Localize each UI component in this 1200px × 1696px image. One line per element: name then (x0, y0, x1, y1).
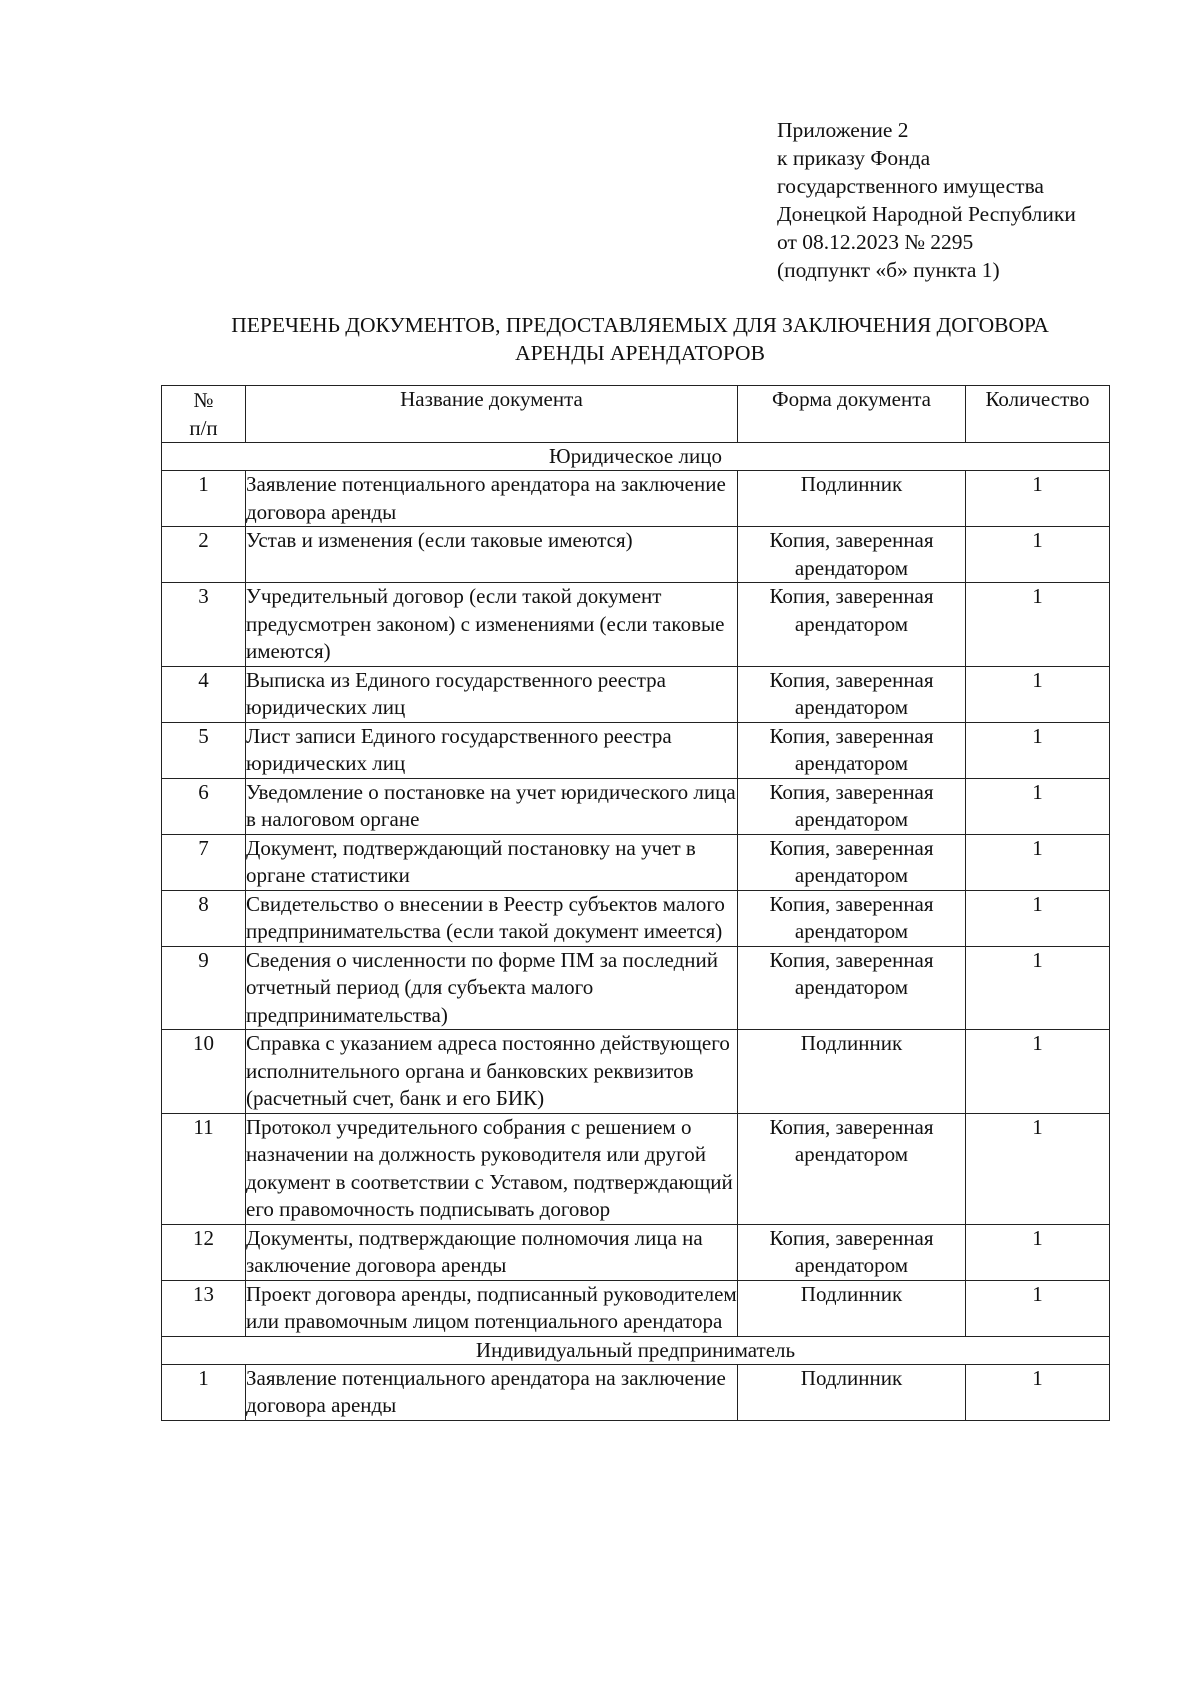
header-document-form: Форма документа (738, 386, 966, 443)
row-document-name: Уведомление о постановке на учет юридического лица в налоговом органе (246, 778, 738, 834)
appendix-line: государственного имущества (777, 174, 1044, 198)
row-document-form: Копия, заверенная арендатором (738, 834, 966, 890)
header-number-line: п/п (189, 416, 218, 440)
table-row (162, 778, 1110, 834)
section-title: Индивидуальный предприниматель (162, 1336, 1110, 1364)
row-quantity: 1 (966, 1280, 1110, 1336)
section-title: Юридическое лицо (162, 443, 1110, 471)
table-row (162, 1030, 1110, 1114)
table-body (162, 443, 1110, 1421)
row-document-name: Выписка из Единого государственного реестра юридических лиц (246, 666, 738, 722)
table-row (162, 1224, 1110, 1280)
row-number: 2 (162, 527, 246, 583)
document-title-line: АРЕНДЫ АРЕНДАТОРОВ (515, 341, 765, 365)
table-row (162, 890, 1110, 946)
appendix-line: от 08.12.2023 № 2295 (777, 230, 974, 254)
row-document-form: Копия, заверенная арендатором (738, 946, 966, 1030)
row-document-form: Подлинник (738, 1280, 966, 1336)
row-quantity: 1 (966, 778, 1110, 834)
row-document-name: Заявление потенциального арендатора на заключение договора аренды (246, 1364, 738, 1420)
row-document-name: Лист записи Единого государственного реестра юридических лиц (246, 722, 738, 778)
row-number: 3 (162, 583, 246, 667)
row-number: 8 (162, 890, 246, 946)
row-document-form: Копия, заверенная арендатором (738, 1113, 966, 1224)
table-row (162, 471, 1110, 527)
row-document-form: Копия, заверенная арендатором (738, 890, 966, 946)
appendix-line: (подпункт «б» пункта 1) (777, 258, 1000, 282)
row-document-name: Протокол учредительного собрания с решением о назначении на должность руководителя или другой документ в соответствии с Уставом, подтверждающий его правомочность подписывать договор (246, 1113, 738, 1224)
row-document-form: Копия, заверенная арендатором (738, 778, 966, 834)
table-row (162, 1364, 1110, 1420)
row-document-name: Заявление потенциального арендатора на заключение договора аренды (246, 471, 738, 527)
row-document-form: Подлинник (738, 1030, 966, 1114)
table-row (162, 722, 1110, 778)
appendix-line: Донецкой Народной Республики (777, 202, 1076, 226)
row-number: 11 (162, 1113, 246, 1224)
row-number: 4 (162, 666, 246, 722)
row-quantity: 1 (966, 583, 1110, 667)
section-row (162, 1336, 1110, 1364)
row-document-form: Копия, заверенная арендатором (738, 1224, 966, 1280)
documents-table (161, 385, 1110, 1421)
row-number: 1 (162, 1364, 246, 1420)
table-row (162, 666, 1110, 722)
document-title-line: ПЕРЕЧЕНЬ ДОКУМЕНТОВ, ПРЕДОСТАВЛЯЕМЫХ ДЛЯ ЗАКЛЮЧЕНИЯ ДОГОВОРА (231, 313, 1049, 337)
row-document-form: Подлинник (738, 471, 966, 527)
header-number-line: № (193, 388, 214, 412)
appendix-line: Приложение 2 (777, 118, 909, 142)
row-document-name: Сведения о численности по форме ПМ за последний отчетный период (для субъекта малого предпринимательства) (246, 946, 738, 1030)
row-number: 9 (162, 946, 246, 1030)
row-number: 7 (162, 834, 246, 890)
row-document-form: Копия, заверенная арендатором (738, 666, 966, 722)
row-document-name: Документы, подтверждающие полномочия лица на заключение договора аренды (246, 1224, 738, 1280)
row-document-name: Проект договора аренды, подписанный руководителем или правомочным лицом потенциального арендатора (246, 1280, 738, 1336)
row-quantity: 1 (966, 1113, 1110, 1224)
header-number (162, 386, 246, 443)
table-row (162, 527, 1110, 583)
row-document-name: Устав и изменения (если таковые имеются) (246, 527, 738, 583)
appendix-block (777, 116, 1076, 284)
row-quantity: 1 (966, 722, 1110, 778)
row-quantity: 1 (966, 834, 1110, 890)
row-document-name: Справка с указанием адреса постоянно действующего исполнительного органа и банковских реквизитов (расчетный счет, банк и его БИК) (246, 1030, 738, 1114)
row-document-name: Учредительный договор (если такой документ предусмотрен законом) с изменениями (если таковые имеются) (246, 583, 738, 667)
document-title (160, 311, 1120, 367)
row-quantity: 1 (966, 890, 1110, 946)
row-quantity: 1 (966, 946, 1110, 1030)
appendix-line: к приказу Фонда (777, 146, 931, 170)
row-document-form: Копия, заверенная арендатором (738, 722, 966, 778)
table-row (162, 834, 1110, 890)
row-document-form: Подлинник (738, 1364, 966, 1420)
row-quantity: 1 (966, 1364, 1110, 1420)
table-header-row (162, 386, 1110, 443)
row-quantity: 1 (966, 1224, 1110, 1280)
row-number: 12 (162, 1224, 246, 1280)
row-quantity: 1 (966, 1030, 1110, 1114)
table-row (162, 1280, 1110, 1336)
row-quantity: 1 (966, 527, 1110, 583)
row-number: 6 (162, 778, 246, 834)
row-quantity: 1 (966, 666, 1110, 722)
table-row (162, 1113, 1110, 1224)
header-quantity: Количество (966, 386, 1110, 443)
row-document-name: Свидетельство о внесении в Реестр субъектов малого предпринимательства (если такой документ имеется) (246, 890, 738, 946)
row-document-form: Копия, заверенная арендатором (738, 583, 966, 667)
row-number: 1 (162, 471, 246, 527)
row-number: 10 (162, 1030, 246, 1114)
table-row (162, 583, 1110, 667)
row-number: 13 (162, 1280, 246, 1336)
row-document-form: Копия, заверенная арендатором (738, 527, 966, 583)
row-document-name: Документ, подтверждающий постановку на учет в органе статистики (246, 834, 738, 890)
row-quantity: 1 (966, 471, 1110, 527)
table-row (162, 946, 1110, 1030)
section-row (162, 443, 1110, 471)
row-number: 5 (162, 722, 246, 778)
header-document-name: Название документа (246, 386, 738, 443)
